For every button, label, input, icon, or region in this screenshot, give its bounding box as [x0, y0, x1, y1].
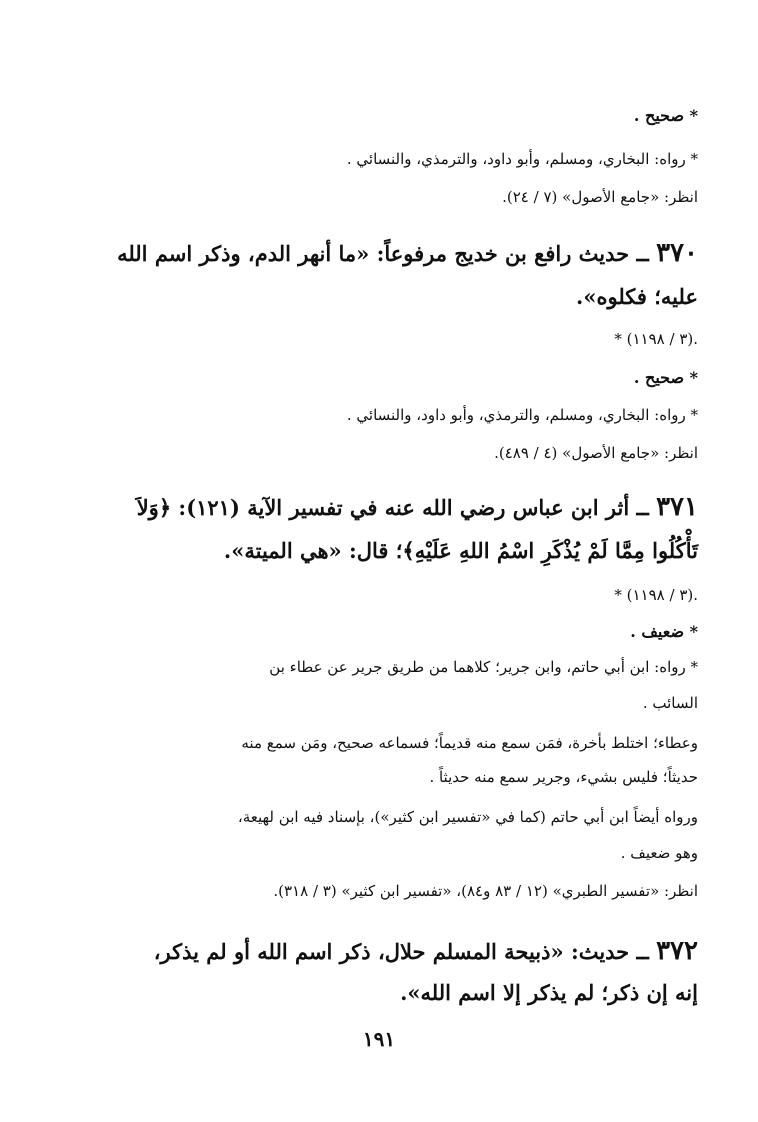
entry-371-title-line1: ــ أثر ابن عباس رضي الله عنه في تفسير الآية (١٢١): ﴿وَلاَ: [136, 495, 649, 520]
entry-370-title-line1: ــ حديث رافع بن خديج مرفوعاً: «ما أنهر الدم، وذكر اسم الله: [117, 241, 649, 266]
entry-372-title-line2: إنه إن ذكر؛ لم يذكر إلا اسم الله».: [400, 980, 698, 1005]
entry-371-narrators-line1: * رواه: ابن أبي حاتم، وابن جرير؛ كلاهما من طريق جرير عن عطاء بن: [269, 658, 698, 676]
entry-371-narrators-line2: السائب .: [642, 694, 698, 712]
entry-371-note1-line2: حديثاً؛ فليس بشيء، وجرير سمع منه حديثاً .: [429, 768, 698, 786]
entry-371-title-line2: تَأْكُلُوا مِمَّا لَمْ يُذْكَرِ اسْمُ اللهِ عَلَيْهِ﴾؛ قال: «هي الميتة».: [223, 538, 698, 563]
entry-372-title-line1: ــ حديث: «ذبيحة المسلم حلال، ذكر اسم الله أو لم يذكر،: [153, 939, 649, 964]
entry-370-reference: انظر: «جامع الأصول» (٤ / ٤٨٩).: [494, 444, 698, 462]
entry-369-grade: * صحيح .: [633, 106, 698, 125]
entry-371-heading: [137, 494, 698, 520]
entry-370-narrators: * رواه: البخاري، ومسلم، والترمذي، وأبو داود، والنسائي .: [346, 406, 698, 424]
entry-369-narrators: * رواه: البخاري، ومسلم، وأبو داود، والترمذي، والنسائي .: [346, 150, 698, 168]
entry-369-reference: انظر: «جامع الأصول» (٧ / ٢٤).: [502, 188, 698, 206]
page-number: ١٩١: [362, 1027, 396, 1051]
entry-372-heading: [154, 938, 698, 964]
entry-371-note2-line2: وهو ضعيف .: [620, 844, 698, 862]
entry-370-number: ٣٧٠: [656, 238, 698, 268]
entry-370-title-line2: عليه؛ فكلوه».: [576, 284, 698, 309]
entry-371-note1-line1: وعطاء؛ اختلط بأخرة، فمَن سمع منه قديماً؛ فسماعه صحيح، ومَن سمع منه: [241, 734, 698, 752]
entry-370-heading: [117, 240, 698, 266]
entry-371-note2-line1: ورواه أيضاً ابن أبي حاتم (كما في «تفسير ابن كثير»)، بإسناد فيه ابن لهيعة،: [237, 808, 698, 826]
entry-372-number: ٣٧٢: [656, 936, 698, 966]
entry-371-reference: انظر: «تفسير الطبري» (١٢ / ٨٣ و٨٤)، «تفسير ابن كثير» (٣ / ٣١٨).: [273, 882, 698, 900]
entry-371-source: * (٣ / ١١٩٨).: [614, 586, 698, 604]
entry-370-source: * (٣ / ١١٩٨).: [614, 330, 698, 348]
entry-371-grade: * ضعيف .: [630, 622, 698, 641]
entry-370-grade: * صحيح .: [633, 368, 698, 387]
entry-371-number: ٣٧١: [656, 492, 698, 522]
